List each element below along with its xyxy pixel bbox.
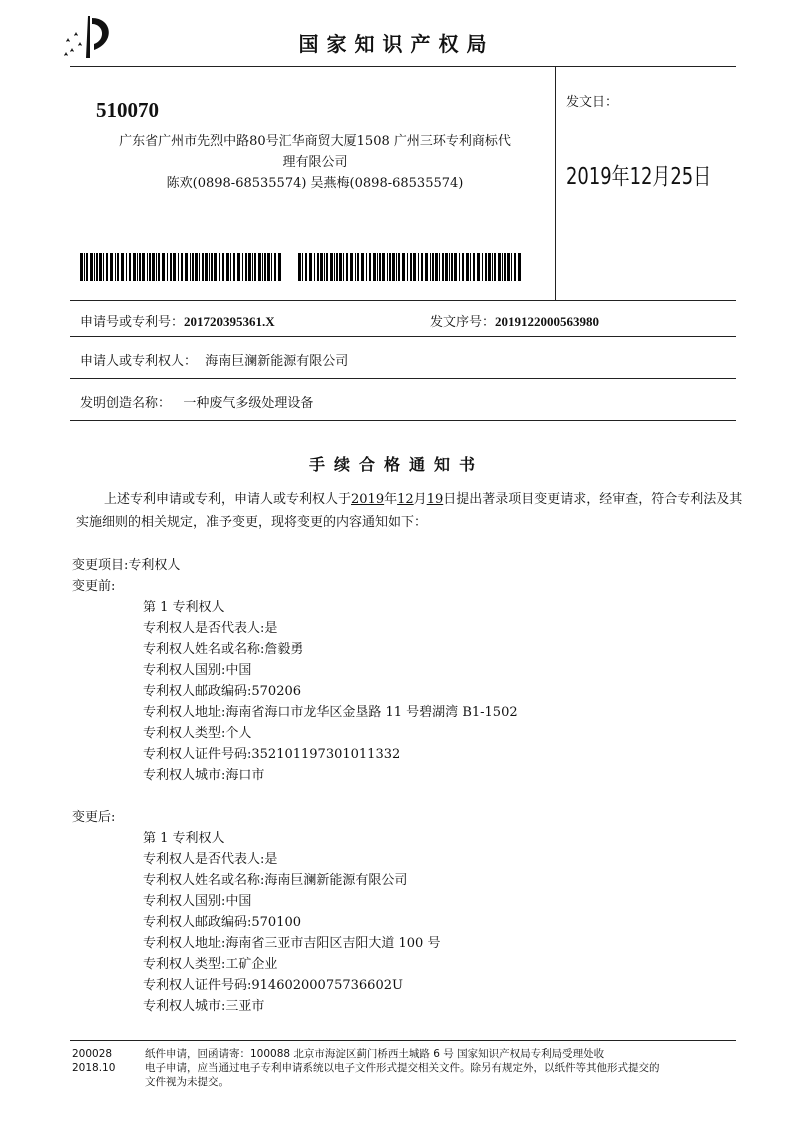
form-version: 2018.10 xyxy=(72,1062,116,1074)
recipient-contacts: 陈欢(0898-68535574) 吴燕梅(0898-68535574) xyxy=(166,176,464,191)
recipient-address-line2: 理有限公司 xyxy=(282,155,348,170)
before-item: 专利权人城市:海口市 xyxy=(143,768,265,783)
recipient-postcode: 510070 xyxy=(96,98,159,122)
before-item: 第 1 专利权人 xyxy=(143,600,225,615)
before-item: 专利权人证件号码:352101197301011332 xyxy=(143,747,401,762)
issue-date-label: 发文日： xyxy=(566,95,619,110)
before-item: 专利权人国别:中国 xyxy=(143,663,252,678)
request-month: 12 xyxy=(397,492,414,507)
after-item: 专利权人国别:中国 xyxy=(143,894,252,909)
after-item: 专利权人是否代表人:是 xyxy=(143,852,278,867)
issue-date: 2019年12月25日 xyxy=(566,164,712,190)
barcode-left xyxy=(80,253,283,281)
before-label: 变更前: xyxy=(72,579,116,594)
before-item: 专利权人是否代表人:是 xyxy=(143,621,278,636)
notice-title: 手续合格通知书 xyxy=(308,455,484,474)
application-number-label: 申请号或专利号： xyxy=(80,315,185,330)
before-item: 专利权人姓名或名称:詹毅勇 xyxy=(143,642,304,657)
footer-divider xyxy=(70,1040,736,1041)
fields-divider-1 xyxy=(70,336,736,337)
after-item: 专利权人邮政编码:570100 xyxy=(143,915,302,930)
after-item: 专利权人姓名或名称:海南巨澜新能源有限公司 xyxy=(143,873,408,888)
recipient-address-line1: 广东省广州市先烈中路80号汇华商贸大厦1508 广州三环专利商标代 xyxy=(119,134,511,149)
request-day: 19 xyxy=(426,492,444,507)
after-item: 专利权人类型:工矿企业 xyxy=(143,957,278,972)
invention-field xyxy=(80,392,313,411)
before-item: 专利权人类型:个人 xyxy=(143,726,252,741)
applicant-name: 海南巨澜新能源有限公司 xyxy=(205,354,349,369)
fields-divider-3 xyxy=(70,420,736,421)
notice-paragraph: 上述专利申请或专利，申请人或专利权人于2019年12月19日提出著录项目变更请求，经审查，符合专利法及其实施细则的相关规定，准予变更，现将变更的内容通知如下： xyxy=(76,492,743,530)
after-label: 变更后: xyxy=(72,810,116,825)
electronic-submission-note-cont: 文件视为未提交。 xyxy=(145,1076,229,1088)
fields-divider-2 xyxy=(70,378,736,379)
before-item: 专利权人邮政编码:570206 xyxy=(143,684,302,699)
invention-title: 一种废气多级处理设备 xyxy=(183,396,314,411)
paper-submission-note: 纸件申请，回函请寄：100088 北京市海淀区蓟门桥西土城路 6 号 国家知识产权局专利局受理处收 xyxy=(145,1048,605,1060)
electronic-submission-note: 电子申请，应当通过电子专利申请系统以电子文件形式提交相关文件。除另有规定外，以纸件等其他形式提交的 xyxy=(145,1062,660,1074)
change-item: 变更项目:专利权人 xyxy=(72,558,181,573)
before-item: 专利权人地址:海南省海口市龙华区金垦路 11 号碧湖湾 B1-1502 xyxy=(143,705,518,720)
fields-divider-top xyxy=(70,300,736,301)
after-item: 专利权人地址:海南省三亚市吉阳区吉阳大道 100 号 xyxy=(143,936,441,951)
applicant-label: 申请人或专利权人： xyxy=(80,354,198,369)
after-item: 专利权人证件号码:91460200075736602U xyxy=(143,978,403,993)
invention-label: 发明创造名称： xyxy=(80,396,172,411)
document-serial: 2019122000563980 xyxy=(495,314,600,329)
barcode-right xyxy=(298,253,523,281)
header-column-divider xyxy=(555,66,556,300)
after-item: 专利权人城市:三亚市 xyxy=(143,999,265,1014)
applicant-field xyxy=(80,350,348,369)
document-serial-label: 发文序号： xyxy=(430,315,496,330)
form-code: 200028 xyxy=(72,1048,113,1060)
document-serial-field xyxy=(430,311,599,330)
application-number: 201720395361.X xyxy=(184,314,275,329)
office-name: 国家知识产权局 xyxy=(298,32,495,56)
after-item: 第 1 专利权人 xyxy=(143,831,225,846)
application-number-field xyxy=(80,311,275,330)
header-divider xyxy=(70,66,736,67)
request-year: 2019 xyxy=(351,492,385,507)
